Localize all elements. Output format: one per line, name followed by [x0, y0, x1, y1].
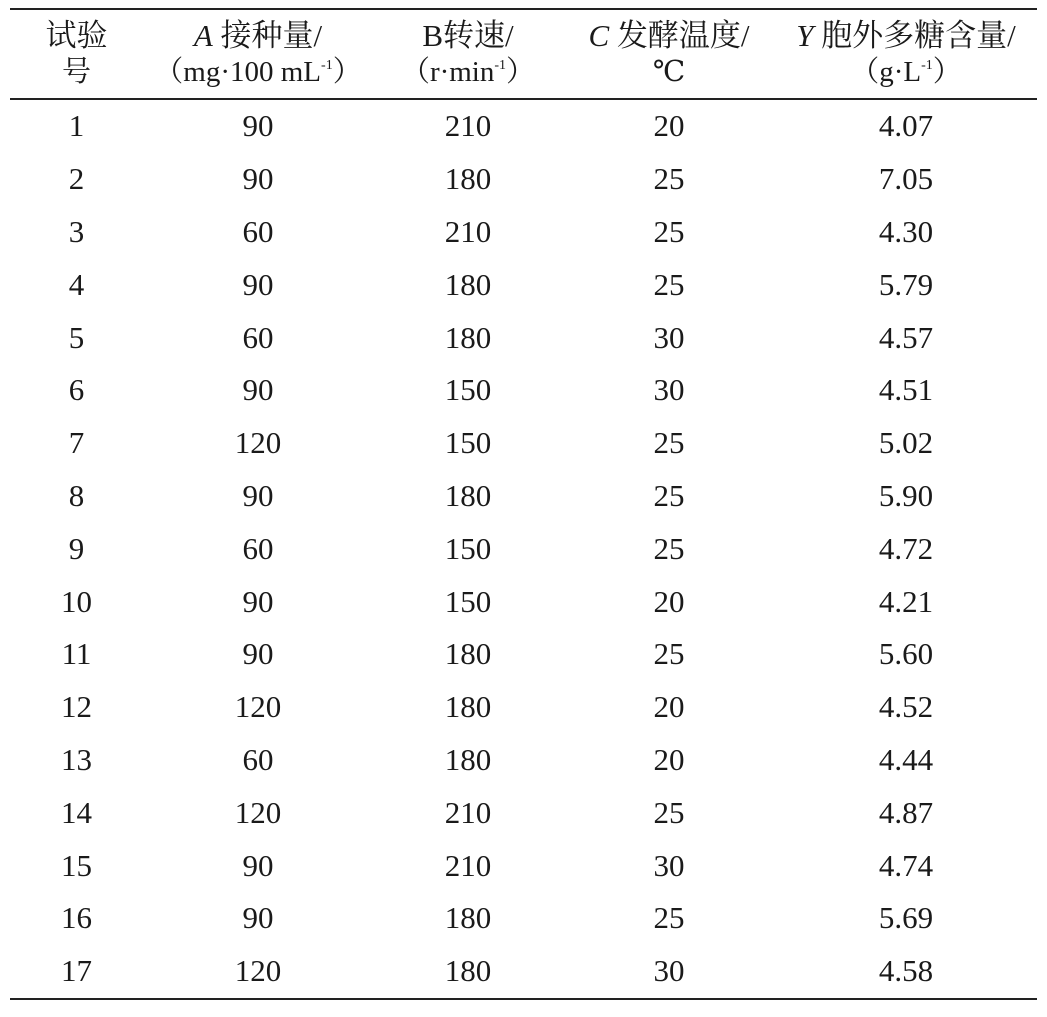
cell-inoculum: 90 — [242, 847, 274, 883]
cell-trial-no: 11 — [61, 636, 92, 672]
cell-polysaccharide: 4.30 — [878, 213, 934, 249]
header-line-1 — [373, 18, 563, 54]
cell-speed: 210 — [444, 847, 492, 883]
cell-speed: 180 — [444, 477, 492, 513]
table-row — [10, 417, 1037, 470]
header-unit-text: （r·min — [400, 56, 495, 88]
cell-inoculum: 60 — [242, 741, 274, 777]
table-row — [10, 628, 1037, 681]
cell-polysaccharide: 5.60 — [878, 636, 934, 672]
cell-trial-no: 12 — [61, 689, 92, 725]
header-line-1 — [775, 18, 1037, 54]
table-body — [10, 99, 1037, 999]
cell-polysaccharide: 4.51 — [878, 372, 934, 408]
header-label: 胞外多糖含量/ — [813, 18, 1016, 53]
header-label: 试验 — [45, 18, 108, 53]
table-row — [10, 786, 1037, 839]
cell-speed: 210 — [444, 108, 492, 144]
table-row — [10, 839, 1037, 892]
cell-trial-no: 9 — [68, 530, 85, 566]
cell-polysaccharide: 4.07 — [878, 108, 934, 144]
cell-speed: 180 — [444, 161, 492, 197]
cell-temperature: 25 — [653, 213, 685, 249]
experiment-table — [10, 8, 1037, 1000]
header-unit-exponent: -1 — [921, 58, 933, 73]
cell-inoculum: 90 — [242, 161, 274, 197]
table-row — [10, 206, 1037, 259]
header-variable: Y — [796, 18, 814, 53]
cell-inoculum: 90 — [242, 900, 274, 936]
header-unit-text: （mg·100 mL — [154, 56, 322, 88]
cell-inoculum: 90 — [242, 108, 274, 144]
header-line-1 — [10, 18, 143, 54]
cell-temperature: 25 — [653, 530, 685, 566]
header-unit — [143, 54, 373, 90]
table-row — [10, 258, 1037, 311]
header-unit — [10, 54, 143, 90]
header-unit-exponent: -1 — [321, 58, 333, 73]
header-inoculum — [143, 9, 373, 99]
cell-polysaccharide: 5.02 — [878, 425, 934, 461]
table-row — [10, 311, 1037, 364]
cell-temperature: 25 — [653, 161, 685, 197]
header-label: 接种量/ — [212, 18, 323, 53]
cell-polysaccharide: 4.57 — [878, 319, 934, 355]
cell-polysaccharide: 4.87 — [878, 794, 934, 830]
header-temperature — [563, 9, 775, 99]
cell-inoculum: 90 — [242, 266, 274, 302]
cell-polysaccharide: 5.90 — [878, 477, 934, 513]
table-row — [10, 99, 1037, 153]
cell-trial-no: 16 — [61, 900, 92, 936]
header-unit — [775, 54, 1037, 90]
table-row — [10, 364, 1037, 417]
table-row — [10, 470, 1037, 523]
header-line-1 — [563, 18, 775, 54]
cell-trial-no: 17 — [10, 945, 143, 999]
header-unit-exponent: -1 — [494, 58, 507, 73]
cell-inoculum: 60 — [242, 319, 274, 355]
header-unit-text: 号 — [61, 56, 91, 88]
cell-speed: 180 — [444, 266, 492, 302]
cell-polysaccharide: 5.79 — [878, 266, 934, 302]
cell-speed: 180 — [444, 689, 492, 725]
cell-trial-no: 5 — [68, 319, 85, 355]
table-row — [10, 522, 1037, 575]
table-row — [10, 734, 1037, 787]
header-variable: A — [193, 18, 213, 53]
header-unit-text: ℃ — [652, 56, 686, 88]
cell-trial-no: 15 — [61, 847, 92, 883]
table-row — [10, 153, 1037, 206]
data-table-container — [10, 8, 1037, 1000]
cell-inoculum: 120 — [234, 425, 282, 461]
cell-trial-no: 14 — [61, 794, 92, 830]
header-trial-no — [10, 9, 143, 99]
header-line-1 — [143, 18, 373, 54]
cell-speed: 180 — [444, 319, 492, 355]
cell-trial-no: 4 — [68, 266, 85, 302]
cell-temperature: 25 — [653, 266, 685, 302]
cell-trial-no: 1 — [68, 108, 85, 144]
cell-trial-no: 8 — [68, 477, 85, 513]
cell-trial-no: 2 — [68, 161, 85, 197]
cell-speed: 180 — [373, 945, 563, 999]
cell-temperature: 25 — [653, 477, 685, 513]
cell-speed: 210 — [444, 213, 492, 249]
cell-temperature: 20 — [653, 108, 685, 144]
cell-inoculum: 90 — [242, 372, 274, 408]
table-row — [10, 945, 1037, 999]
cell-inoculum: 120 — [234, 794, 282, 830]
header-speed — [373, 9, 563, 99]
cell-polysaccharide: 4.72 — [878, 530, 934, 566]
cell-inoculum: 90 — [242, 583, 274, 619]
cell-speed: 150 — [444, 530, 492, 566]
header-unit — [563, 54, 775, 90]
cell-inoculum: 90 — [242, 636, 274, 672]
cell-temperature: 25 — [653, 900, 685, 936]
cell-trial-no: 6 — [68, 372, 85, 408]
table-row — [10, 575, 1037, 628]
cell-speed: 180 — [444, 636, 492, 672]
cell-inoculum: 90 — [242, 477, 274, 513]
cell-polysaccharide: 4.21 — [878, 583, 934, 619]
table-row — [10, 892, 1037, 945]
cell-polysaccharide: 4.52 — [878, 689, 934, 725]
cell-inoculum: 120 — [143, 945, 373, 999]
cell-temperature: 20 — [653, 689, 685, 725]
cell-trial-no: 10 — [61, 583, 92, 619]
header-unit-close: ） — [332, 56, 362, 88]
cell-inoculum: 120 — [234, 689, 282, 725]
header-row — [10, 9, 1037, 99]
cell-polysaccharide: 7.05 — [878, 161, 934, 197]
cell-trial-no: 7 — [68, 425, 85, 461]
cell-temperature: 30 — [653, 372, 685, 408]
cell-temperature: 25 — [653, 794, 685, 830]
cell-inoculum: 60 — [242, 213, 274, 249]
cell-polysaccharide: 4.44 — [878, 741, 934, 777]
cell-temperature: 25 — [653, 636, 685, 672]
header-unit-close: ） — [506, 56, 536, 88]
cell-speed: 180 — [444, 900, 492, 936]
header-label: 发酵温度/ — [609, 18, 750, 53]
cell-temperature: 30 — [563, 945, 775, 999]
header-label: B转速/ — [422, 18, 514, 53]
header-unit-text: （g·L — [850, 56, 922, 88]
header-variable: C — [588, 18, 610, 53]
cell-speed: 210 — [444, 794, 492, 830]
cell-polysaccharide: 5.69 — [878, 900, 934, 936]
cell-speed: 150 — [444, 583, 492, 619]
cell-temperature: 20 — [653, 741, 685, 777]
header-polysaccharide — [775, 9, 1037, 99]
cell-temperature: 30 — [653, 319, 685, 355]
table-row — [10, 681, 1037, 734]
cell-speed: 180 — [444, 741, 492, 777]
cell-inoculum: 60 — [242, 530, 274, 566]
cell-temperature: 20 — [653, 583, 685, 619]
cell-polysaccharide: 4.74 — [878, 847, 934, 883]
cell-polysaccharide: 4.58 — [775, 945, 1037, 999]
cell-speed: 150 — [444, 425, 492, 461]
header-unit-close: ） — [932, 56, 962, 88]
cell-speed: 150 — [444, 372, 492, 408]
cell-temperature: 30 — [653, 847, 685, 883]
cell-trial-no: 13 — [61, 741, 92, 777]
table-header — [10, 9, 1037, 99]
cell-trial-no: 3 — [68, 213, 85, 249]
header-unit — [373, 54, 563, 90]
cell-temperature: 25 — [653, 425, 685, 461]
